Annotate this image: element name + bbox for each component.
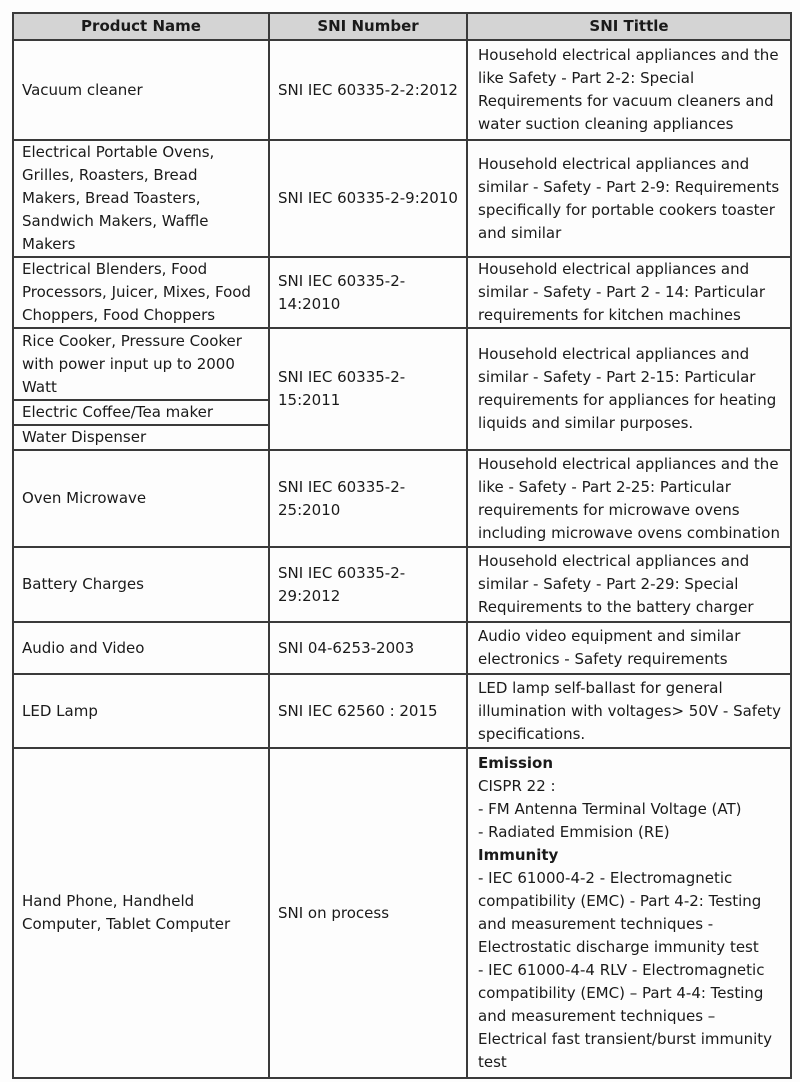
product-cell: Water Dispenser [13, 425, 269, 450]
header-sni-number: SNI Number [269, 13, 467, 40]
sni-title-cell: Household electrical appliances and similar - Safety - Part 2-9: Requirements specifically for portable cookers toaster and similar [467, 140, 791, 257]
immunity-heading: Immunity [478, 846, 559, 864]
table-row [13, 748, 791, 1078]
sni-number-cell: SNI IEC 60335-2-25:2010 [269, 450, 467, 547]
table-row [13, 450, 791, 547]
table-header-row [13, 13, 791, 40]
table-row [13, 328, 791, 400]
sni-number-cell: SNI IEC 60335-2-14:2010 [269, 257, 467, 328]
emission-line: CISPR 22 : [478, 777, 556, 795]
header-sni-title: SNI Tittle [467, 13, 791, 40]
table-row [13, 257, 791, 328]
sni-number-cell: SNI IEC 60335-2-9:2010 [269, 140, 467, 257]
table-row [13, 547, 791, 622]
product-cell: Electric Coffee/Tea maker [13, 400, 269, 425]
product-cell: Vacuum cleaner [13, 40, 269, 140]
product-cell: Electrical Portable Ovens, Grilles, Roasters, Bread Makers, Bread Toasters, Sandwich Makers, Waffle Makers [13, 140, 269, 257]
immunity-line: - IEC 61000-4-2 - Electromagnetic compatibility (EMC) - Part 4-2: Testing and measurement techniques - Electrostatic discharge immunity test [478, 869, 762, 956]
product-cell: Audio and Video [13, 622, 269, 674]
sni-title-cell: Household electrical appliances and the like Safety - Part 2-2: Special Requirements for vacuum cleaners and water suction cleaning appliances [467, 40, 791, 140]
header-product-name: Product Name [13, 13, 269, 40]
table-row [13, 140, 791, 257]
sni-title-cell: Household electrical appliances and similar - Safety - Part 2-29: Special Requirements to the battery charger [467, 547, 791, 622]
sni-title-cell: Household electrical appliances and similar - Safety - Part 2-15: Particular requirements for appliances for heating liquids and similar purposes. [467, 328, 791, 450]
product-cell: Battery Charges [13, 547, 269, 622]
sni-title-cell: Household electrical appliances and the like - Safety - Part 2-25: Particular requirements for microwave ovens including microwave ovens combination [467, 450, 791, 547]
emission-line: - Radiated Emmision (RE) [478, 823, 670, 841]
sni-number-cell: SNI IEC 60335-2-15:2011 [269, 328, 467, 450]
sni-title-cell: Household electrical appliances and similar - Safety - Part 2 - 14: Particular requirements for kitchen machines [467, 257, 791, 328]
sni-number-cell: SNI IEC 60335-2-2:2012 [269, 40, 467, 140]
table-row [13, 40, 791, 140]
sni-title-cell: Audio video equipment and similar electronics - Safety requirements [467, 622, 791, 674]
product-cell: Hand Phone, Handheld Computer, Tablet Computer [13, 748, 269, 1078]
product-cell: Rice Cooker, Pressure Cooker with power input up to 2000 Watt [13, 328, 269, 400]
product-cell: Electrical Blenders, Food Processors, Juicer, Mixes, Food Choppers, Food Choppers [13, 257, 269, 328]
emission-heading: Emission [478, 754, 553, 772]
sni-title-cell: LED lamp self-ballast for general illumination with voltages> 50V - Safety specifications. [467, 674, 791, 748]
sni-number-cell: SNI IEC 60335-2-29:2012 [269, 547, 467, 622]
product-cell: Oven Microwave [13, 450, 269, 547]
table-row [13, 674, 791, 748]
sni-number-cell: SNI IEC 62560 : 2015 [269, 674, 467, 748]
product-cell: LED Lamp [13, 674, 269, 748]
sni-number-cell: SNI on process [269, 748, 467, 1078]
sni-product-table [12, 12, 792, 1079]
emission-line: - FM Antenna Terminal Voltage (AT) [478, 800, 742, 818]
table-row [13, 622, 791, 674]
immunity-line: - IEC 61000-4-4 RLV - Electromagnetic compatibility (EMC) – Part 4-4: Testing and measurement techniques – Electrical fast transient/burst immunity test [478, 961, 773, 1071]
sni-number-cell: SNI 04-6253-2003 [269, 622, 467, 674]
sni-title-cell [467, 748, 791, 1078]
